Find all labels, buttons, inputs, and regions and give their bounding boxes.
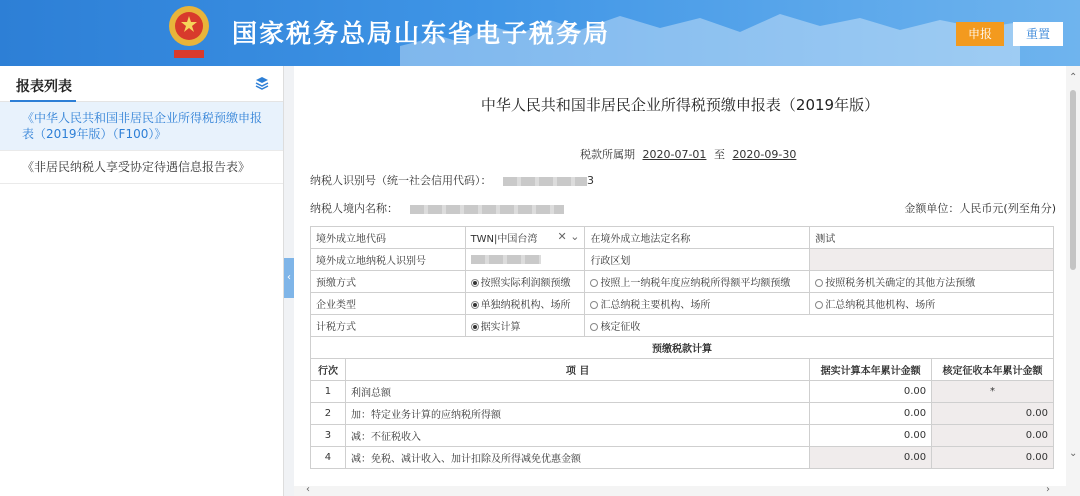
foreign-taxpayer-id-label: 境外成立地纳税人识别号 (311, 249, 466, 271)
row-item: 减：不征税收入 (345, 425, 809, 447)
foreign-legal-name-label: 在境外成立地法定名称 (585, 227, 810, 249)
layers-icon[interactable] (255, 76, 269, 90)
enterprise-option-single[interactable] (465, 293, 585, 315)
prepay-option-actual-label: 按照实际利润额预缴 (480, 278, 571, 289)
scroll-thumb[interactable] (1070, 90, 1076, 270)
radio-checked-icon (471, 323, 479, 331)
taxpayer-name-label: 纳税人境内名称： (310, 202, 398, 215)
enterprise-type-label: 企业类型 (311, 293, 466, 315)
taxpayer-name-redacted (410, 205, 564, 214)
declaration-table (310, 226, 1054, 469)
table-row (311, 403, 1054, 425)
scroll-down-icon[interactable]: ⌄ (1069, 448, 1078, 459)
col-header-item: 项 目 (345, 359, 809, 381)
enterprise-option-single-label: 单独纳税机构、场所 (480, 300, 571, 311)
prepay-option-average[interactable] (585, 271, 810, 293)
prepay-option-other-label: 按照税务机关确定的其他方法预缴 (825, 278, 976, 289)
row-assessed-value: 0.00 (932, 447, 1054, 469)
scroll-up-icon[interactable]: ⌃ (1069, 72, 1078, 83)
row-item: 加：特定业务计算的应纳税所得额 (345, 403, 809, 425)
tax-method-assessed[interactable] (585, 315, 1054, 337)
app-title: 国家税务总局山东省电子税务局 (232, 19, 611, 48)
foreign-taxpayer-id-input[interactable] (465, 249, 585, 271)
sidebar-item-treaty-report[interactable]: 《非居民纳税人享受协定待遇信息报告表》 (0, 151, 283, 184)
col-header-assessed: 核定征收本年累计金额 (932, 359, 1054, 381)
table-row (311, 425, 1054, 447)
section-title: 预缴税款计算 (311, 337, 1054, 359)
horizontal-scrollbar[interactable] (294, 486, 1080, 496)
tax-method-actual-label: 据实计算 (480, 322, 521, 333)
admin-region-field (810, 249, 1054, 271)
foreign-taxpayer-id-redacted (471, 255, 541, 264)
scroll-right-icon[interactable]: › (1046, 484, 1050, 495)
enterprise-option-other-label: 汇总纳税其他机构、场所 (825, 300, 936, 311)
radio-unchecked-icon (590, 323, 598, 331)
row-item: 利润总额 (345, 381, 809, 403)
col-header-row-no: 行次 (311, 359, 346, 381)
period-label: 税款所属期 (580, 148, 635, 161)
submit-button[interactable]: 申报 (956, 22, 1004, 46)
row-no: 2 (311, 403, 346, 425)
admin-region-label: 行政区划 (585, 249, 810, 271)
clear-chevron-icon[interactable]: ✕ ⌄ (557, 230, 580, 243)
prepay-option-actual[interactable] (465, 271, 585, 293)
col-header-actual: 据实计算本年累计金额 (810, 359, 932, 381)
tax-emblem-icon (164, 2, 214, 62)
row-assessed-value: 0.00 (932, 403, 1054, 425)
row-no: 1 (311, 381, 346, 403)
radio-unchecked-icon (815, 279, 823, 287)
prepay-method-label: 预缴方式 (311, 271, 466, 293)
period-end: 2020-09-30 (732, 148, 797, 161)
row-actual-input[interactable]: 0.00 (810, 425, 932, 447)
radio-unchecked-icon (590, 301, 598, 309)
row-assessed-value: 0.00 (932, 425, 1054, 447)
taxpayer-id-redacted (503, 177, 587, 186)
row-actual-input[interactable]: 0.00 (810, 403, 932, 425)
enterprise-option-main[interactable] (585, 293, 810, 315)
foreign-code-value: TWN|中国台湾 (470, 234, 538, 245)
prepay-option-other[interactable] (810, 271, 1054, 293)
sidebar-title: 报表列表 (16, 79, 72, 95)
table-row (311, 447, 1054, 469)
report-list-sidebar (0, 66, 284, 496)
row-item: 减：免税、减计收入、加计扣除及所得减免优惠金额 (345, 447, 809, 469)
taxpayer-name-row (310, 200, 564, 216)
taxpayer-id-label: 纳税人识别号（统一社会信用代码）： (310, 174, 492, 187)
sidebar-header (0, 66, 283, 102)
collapse-sidebar-handle[interactable]: ‹ (284, 258, 294, 298)
row-assessed-value: * (932, 381, 1054, 403)
document-title: 中华人民共和国非居民企业所得税预缴申报表（2019年版） (480, 96, 880, 114)
prepay-option-average-label: 按照上一纳税年度应纳税所得额平均额预缴 (600, 278, 791, 289)
foreign-legal-name-input[interactable]: 测试 (810, 227, 1054, 249)
row-actual-input[interactable]: 0.00 (810, 381, 932, 403)
taxpayer-id-row (310, 172, 594, 188)
enterprise-option-main-label: 汇总纳税主要机构、场所 (600, 300, 711, 311)
row-no: 4 (311, 447, 346, 469)
taxpayer-id-suffix: 3 (587, 174, 594, 187)
radio-checked-icon (471, 301, 479, 309)
tax-method-actual[interactable] (465, 315, 585, 337)
vertical-scrollbar[interactable] (1066, 66, 1080, 486)
row-actual-value: 0.00 (810, 447, 932, 469)
table-row (311, 381, 1054, 403)
radio-unchecked-icon (590, 279, 598, 287)
tax-method-label: 计税方式 (311, 315, 466, 337)
tax-method-assessed-label: 核定征收 (600, 322, 641, 333)
period-separator: 至 (713, 148, 725, 161)
row-no: 3 (311, 425, 346, 447)
sidebar-title-underline (10, 100, 76, 102)
foreign-code-label: 境外成立地代码 (311, 227, 466, 249)
radio-checked-icon (471, 279, 479, 287)
period-start: 2020-07-01 (642, 148, 707, 161)
radio-unchecked-icon (815, 301, 823, 309)
tax-period (580, 146, 800, 162)
reset-button[interactable]: 重置 (1013, 22, 1063, 46)
app-header (0, 0, 1080, 66)
foreign-code-select[interactable] (465, 227, 585, 249)
scroll-left-icon[interactable]: ‹ (306, 484, 310, 495)
enterprise-option-other[interactable] (810, 293, 1054, 315)
sidebar-item-f100[interactable]: 《中华人民共和国非居民企业所得税预缴申报表（2019年版）（F100）》 (0, 102, 283, 151)
currency-unit: 金额单位：人民币元(列至角分) (904, 202, 1056, 215)
declaration-form-panel (294, 66, 1066, 486)
